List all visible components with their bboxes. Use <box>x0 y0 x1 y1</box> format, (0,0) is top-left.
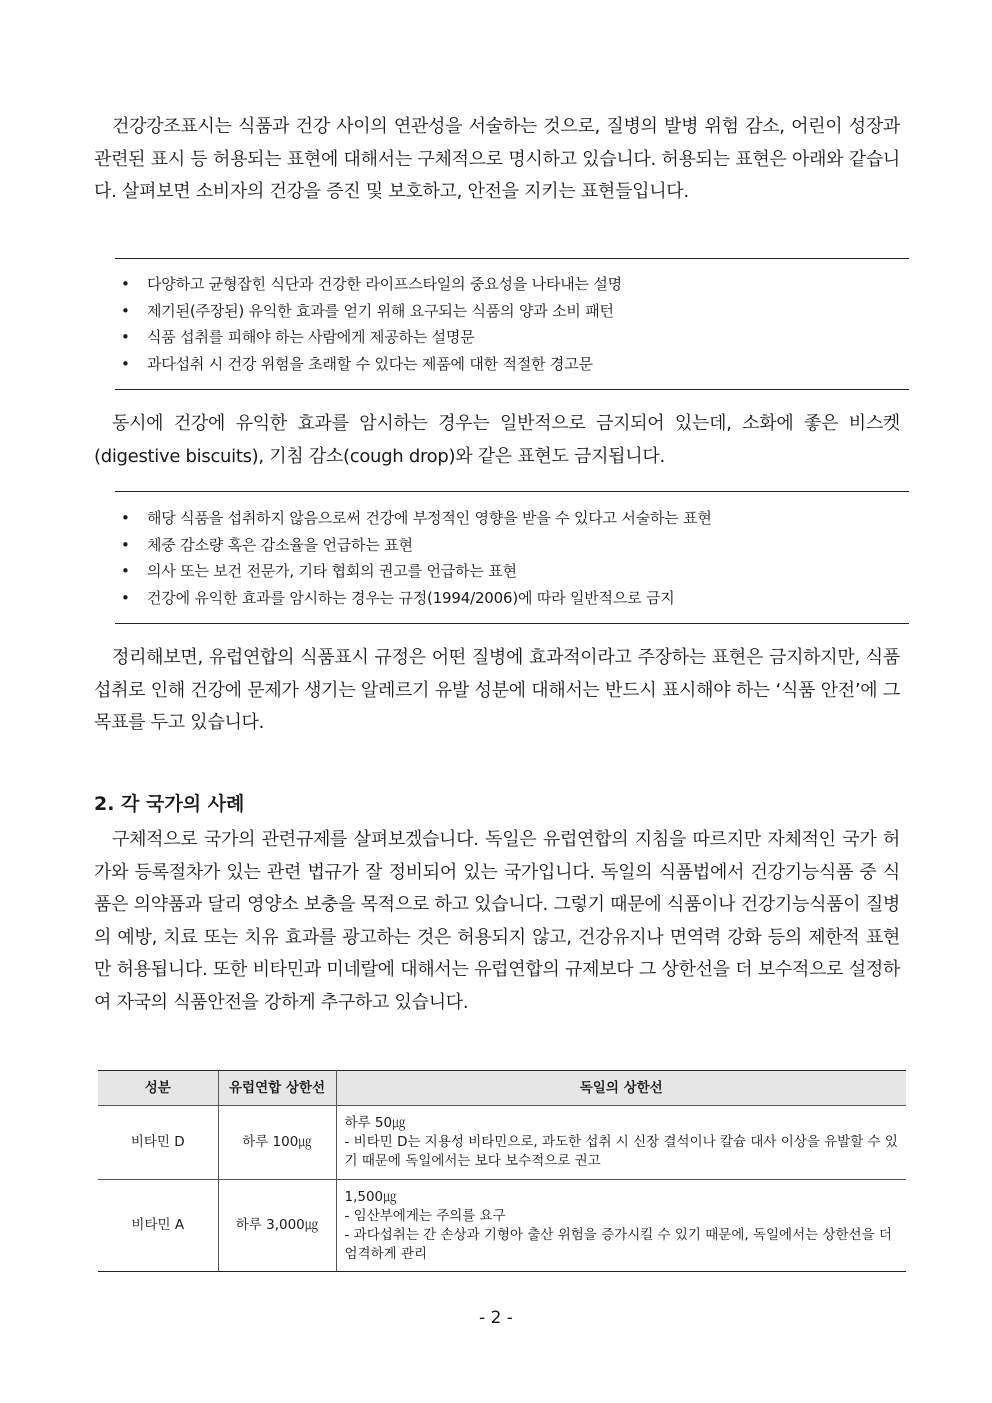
list-item: • 의사 또는 보건 전문가, 기타 협회의 권고를 언급하는 표현 <box>115 558 909 585</box>
summary-paragraph: 정리해보면, 유럽연합의 식품표시 규정은 어떤 질병에 효과적이라고 주장하는 표현은 금지하지만, 식품 섭취로 인해 건강에 문제가 생기는 알레르기 유발 성분에 대해서는 반드시 표시해야 하는 ‘식품 안전’에 그 목표를 두고 있습니다. <box>94 647 900 733</box>
germany-limit-note: - 비타민 D는 지용성 비타민으로, 과도한 섭취 시 신장 결석이나 칼슘 대사 이상을 유발할 수 있기 때문에 독일에서는 보다 보수적으로 권고 <box>344 1134 898 1169</box>
prohibited-expressions-box <box>115 491 909 624</box>
prohibited-expressions-list <box>115 505 909 611</box>
list-item: • 건강에 유익한 효과를 암시하는 경우는 규정(1994/2006)에 따라 일반적으로 금지 <box>115 585 909 612</box>
column-header-eu-limit: 유럽연합 상한선 <box>218 1071 336 1106</box>
column-header-ingredient: 성분 <box>98 1071 218 1106</box>
list-item: • 과다섭취 시 건강 위험을 초래할 수 있다는 제품에 대한 적절한 경고문 <box>115 351 909 378</box>
column-header-germany-limit: 독일의 상한선 <box>336 1071 906 1106</box>
germany-limit-cell <box>336 1180 906 1272</box>
list-item: • 다양하고 균형잡힌 식단과 건강한 라이프스타일의 중요성을 나타내는 설명 <box>115 271 909 298</box>
allowed-expressions-list <box>115 271 909 377</box>
germany-limit-note: - 임산부에게는 주의를 요구 <box>344 1207 506 1224</box>
list-item: • 제기된(주장된) 유익한 효과를 얻기 위해 요구되는 식품의 양과 소비 패턴 <box>115 298 909 325</box>
prohibition-paragraph: 동시에 건강에 유익한 효과를 암시하는 경우는 일반적으로 금지되어 있는데, 소화에 좋은 비스켓(digestive biscuits), 기침 감소(cough drop)와 같은 표현도 금지됩니다. <box>94 413 900 467</box>
germany-limit-cell <box>336 1106 906 1180</box>
intro-paragraph: 건강강조표시는 식품과 건강 사이의 연관성을 서술하는 것으로, 질병의 발병 위험 감소, 어린이 성장과 관련된 표시 등 허용되는 표현에 대해서는 구체적으로 명시하고 있습니다. 허용되는 표현은 아래와 같습니다. 살펴보면 소비자의 건강을 증진 및 보호하고, 안전을 지키는 표현들입니다. <box>94 116 900 202</box>
allowed-expressions-box <box>115 258 909 390</box>
germany-limit-value: 하루 50㎍ <box>344 1115 406 1131</box>
list-item: • 해당 식품을 섭취하지 않음으로써 건강에 부정적인 영향을 받을 수 있다고 서술하는 표현 <box>115 505 909 532</box>
table-row <box>98 1106 906 1180</box>
eu-limit-cell: 하루 100㎍ <box>218 1106 336 1180</box>
ingredient-cell: 비타민 D <box>98 1106 218 1180</box>
list-item: • 식품 섭취를 피해야 하는 사람에게 제공하는 설명문 <box>115 324 909 351</box>
list-item: • 체중 감소량 혹은 감소율을 언급하는 표현 <box>115 532 909 559</box>
germany-limit-value: 1,500㎍ <box>344 1188 397 1205</box>
page-number: - 2 - <box>479 1308 513 1328</box>
table-row <box>98 1180 906 1272</box>
germany-limit-note: - 과다섭취는 간 손상과 기형아 출산 위험을 증가시킬 수 있기 때문에, 독일에서는 상한선을 더 엄격하게 관리 <box>344 1226 892 1262</box>
country-paragraph: 구체적으로 국가의 관련규제를 살펴보겠습니다. 독일은 유럽연합의 지침을 따르지만 자체적인 국가 허가와 등록절차가 있는 관련 법규가 잘 정비되어 있는 국가입니다. 독일의 식품법에서 건강기능식품 중 식품은 의약품과 달리 영양소 보충을 목적으로 하고 있습니다. 그렇기 때문에 식품이나 건강기능식품이 질병의 예방, 치료 또는 치유 효과를 광고하는 것은 허용되지 않고, 건강유지나 면역력 강화 등의 제한적 표현만 허용됩니다. 또한 비타민과 미네랄에 대해서는 유럽연합의 규제보다 그 상한선을 더 보수적으로 설정하여 자국의 식품안전을 강하게 추구하고 있습니다. <box>94 829 900 1013</box>
section-heading: 2. 각 국가의 사례 <box>94 793 245 815</box>
eu-limit-cell: 하루 3,000㎍ <box>218 1180 336 1272</box>
ingredient-cell: 비타민 A <box>98 1180 218 1272</box>
table-header-row <box>98 1071 906 1106</box>
upper-limits-table <box>98 1070 906 1272</box>
